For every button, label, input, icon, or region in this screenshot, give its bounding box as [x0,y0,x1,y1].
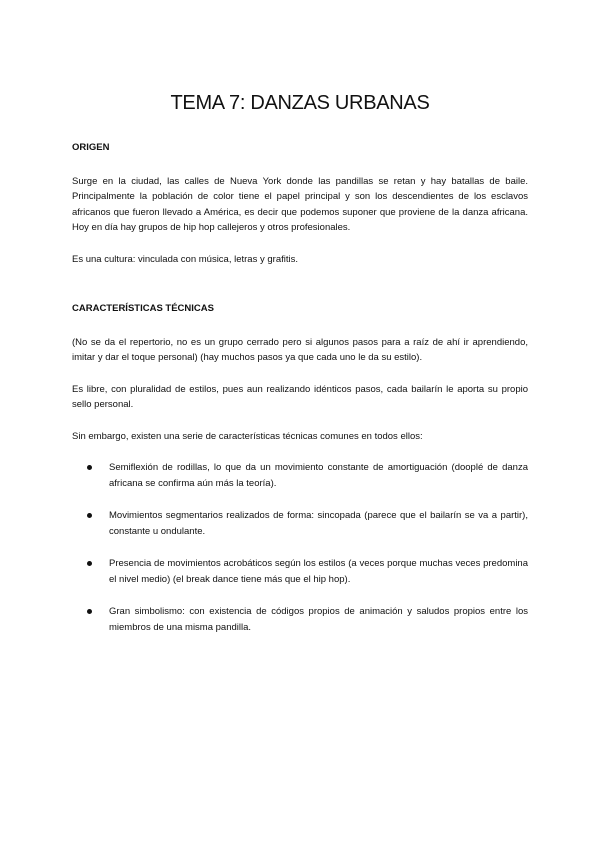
caracteristicas-bullet-list [72,460,528,635]
page-title: TEMA 7: DANZAS URBANAS [170,92,430,114]
list-item [72,508,528,539]
list-item-text: Presencia de movimientos acrobáticos según los estilos (a veces porque muchas veces predomina el nivel medio) (el break dance tiene más que el hip hop). [109,558,528,585]
origen-paragraph-1: Surge en la ciudad, las calles de Nueva York donde las pandillas se retan y hay batallas de baile. Principalmente la población de color tiene el papel principal y son los descendientes de los esclavos africanos que fueron llevado a América, es decir que podemos suponer que proviene de la danza africana. Hoy en día hay grupos de hip hop callejeros y otros profesionales. [72,175,528,233]
bullet-icon [87,513,92,518]
bullet-icon [87,609,92,614]
section-heading-caracteristicas: CARACTERÍSTICAS TÉCNICAS [72,303,214,314]
list-item-text: Movimientos segmentarios realizados de forma: sincopada (parece que el bailarín se va a partir), constante u ondulante. [109,510,528,537]
section-heading-origen: ORIGEN [72,142,110,153]
list-item [72,604,528,635]
document-body [72,140,528,652]
bullet-icon [87,561,92,566]
list-item-text: Semiflexión de rodillas, lo que da un movimiento constante de amortiguación (dooplé de danza africana se confirma aún más la teoría). [109,462,528,489]
list-item-text: Gran simbolismo: con existencia de códigos propios de animación y saludos propios entre los miembros de una misma pandilla. [109,606,528,633]
caracteristicas-paragraph-1: (No se da el repertorio, no es un grupo cerrado pero si algunos pasos para a raíz de ahí ir aprendiendo, imitar y dar el toque personal) (hay muchos pasos ya que cada uno le da su estilo). [72,336,528,363]
bullet-icon [87,465,92,470]
caracteristicas-paragraph-2: Es libre, con pluralidad de estilos, pues aun realizando idénticos pasos, cada bailarín le aporta su propio sello personal. [72,383,528,410]
origen-paragraph-2: Es una cultura: vinculada con música, letras y grafitis. [72,253,298,265]
list-item [72,460,528,491]
list-item [72,556,528,587]
caracteristicas-paragraph-3: Sin embargo, existen una serie de características técnicas comunes en todos ellos: [72,430,423,442]
